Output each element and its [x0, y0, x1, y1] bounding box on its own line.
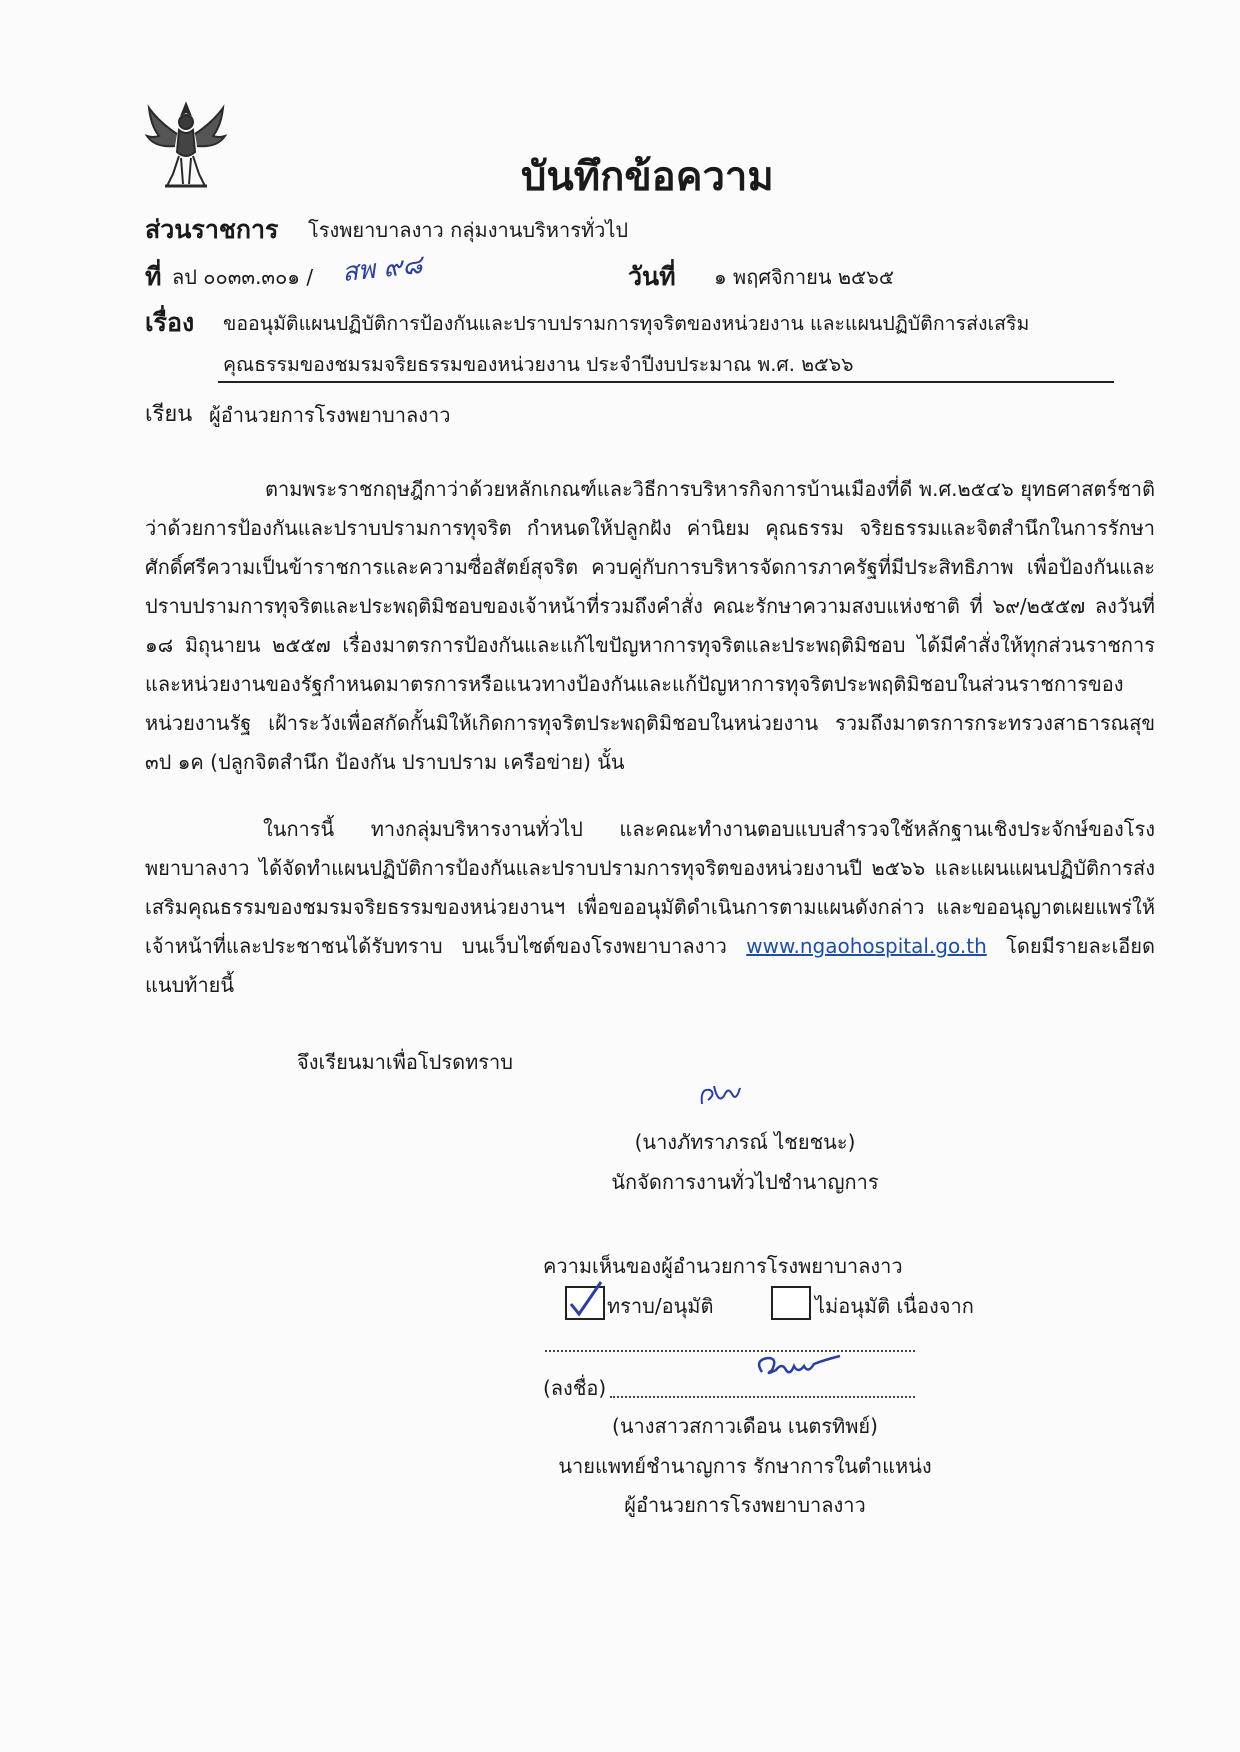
body-paragraph-2-end: โดยมีรายละเอียดแนบท้ายนี้ — [145, 934, 1156, 997]
director-name: (นางสาวสกาวเดือน เนตรทิพย์) — [612, 1414, 878, 1438]
website-link[interactable]: www.ngaohospital.go.th — [746, 934, 987, 958]
subject-label: เรื่อง — [145, 308, 195, 337]
director-position-2: ผู้อำนวยการโรงพยาบาลงาว — [624, 1493, 866, 1517]
approval-heading: ความเห็นของผู้อำนวยการโรงพยาบาลงาว — [543, 1254, 903, 1278]
subject-line-2: คุณธรรมของชมรมจริยธรรมของหน่วยงาน ประจำปีงบประมาณ พ.ศ. ๒๕๖๖ — [223, 353, 854, 376]
sign-label: (ลงชื่อ) — [543, 1376, 607, 1400]
to-value: ผู้อำนวยการโรงพยาบาลงาว — [209, 403, 451, 427]
body-paragraph-2-text: ในการนี้ ทางกลุ่มบริหารงานทั่วไป และคณะทำงานตอบแบบสำรวจใช้หลักฐานเชิงประจักษ์ของโรงพยาบาลงาว ได้จัดทำแผนปฏิบัติการป้องกันและปราบปรามการทุจริตของหน่วยงานปี ๒๕๖๖ และแผนแผนปฏิบัติการส่งเสริมคุณธรรมของชมรมจริยธรรมของหน่วยงานฯ เพื่อขออนุมัติดำเนินการตามแผนดังกล่าว และขออนุญาตเผยแพร่ให้เจ้าหน้าที่และประชาชนได้รับทราบ บนเว็บไซต์ของโรงพยาบาลงาว — [145, 817, 1155, 958]
checkmark-icon — [567, 1280, 607, 1320]
approve-label: ทราบ/อนุมัติ — [607, 1294, 714, 1318]
approve-checkbox[interactable] — [565, 1286, 605, 1320]
reject-label: ไม่อนุมัติ เนื่องจาก — [815, 1294, 974, 1318]
reference-label: ที่ — [145, 262, 162, 291]
reference-value: ลป ๐๐๓๓.๓๐๑ / — [172, 265, 314, 289]
signer-name: (นางภัทราภรณ์ ไชยชนะ) — [634, 1130, 856, 1154]
subject-line-1: ขออนุมัติแผนปฏิบัติการป้องกันและปราบปรามการทุจริตของหน่วยงาน และแผนปฏิบัติการส่งเสริม — [223, 312, 1030, 335]
body-paragraph-2 — [145, 810, 1155, 1005]
director-signature-icon — [752, 1350, 844, 1386]
memo-title: บันทึกข้อความ — [521, 154, 774, 200]
closing-text: จึงเรียนมาเพื่อโปรดทราบ — [297, 1050, 513, 1074]
director-position-1: นายแพทย์ชำนาญการ รักษาการในตำแหน่ง — [558, 1454, 932, 1478]
reference-handwritten: สพ ๙๘ — [340, 249, 424, 289]
to-label: เรียน — [145, 402, 193, 427]
sign-dotted-line — [610, 1396, 915, 1398]
garuda-emblem-icon — [145, 100, 227, 190]
subject-underline — [218, 381, 1114, 383]
department-label: ส่วนราชการ — [145, 215, 279, 244]
signer-position: นักจัดการงานทั่วไปชำนาญการ — [611, 1170, 879, 1194]
comment-dotted-line — [545, 1350, 915, 1352]
date-label: วันที่ — [628, 262, 676, 291]
department-value: โรงพยาบาลงาว กลุ่มงานบริหารทั่วไป — [308, 218, 629, 242]
date-value: ๑ พฤศจิกายน ๒๕๖๕ — [714, 265, 894, 289]
signer-signature-icon — [696, 1074, 746, 1114]
reject-checkbox[interactable] — [771, 1286, 811, 1320]
body-paragraph-1: ตามพระราชกฤษฎีกาว่าด้วยหลักเกณฑ์และวิธีการบริหารกิจการบ้านเมืองที่ดี พ.ศ.๒๕๔๖ ยุทธศาสตร์ชาติว่าด้วยการป้องกันและปราบปรามการทุจริต กำหนดให้ปลูกฝัง ค่านิยม คุณธรรม จริยธรรมและจิตสำนึกในการรักษาศักดิ์ศรีความเป็นข้าราชการและความซื่อสัตย์สุจริต ควบคู่กับการบริหารจัดการภาครัฐที่มีประสิทธิภาพ เพื่อป้องกันและปราบปรามการทุจริตและประพฤติมิชอบของเจ้าหน้าที่รวมถึงคำสั่ง คณะรักษาความสงบแห่งชาติ ที่ ๖๙/๒๕๕๗ ลงวันที่ ๑๘ มิถุนายน ๒๕๕๗ เรื่องมาตรการป้องกันและแก้ไขปัญหาการทุจริตและประพฤติมิชอบ ได้มีคำสั่งให้ทุกส่วนราชการและหน่วยงานของรัฐกำหนดมาตรการหรือแนวทางป้องกันและแก้ปัญหาการทุจริตประพฤติมิชอบในส่วนราชการของหน่วยงานรัฐ เฝ้าระวังเพื่อสกัดกั้นมิให้เกิดการทุจริตประพฤติมิชอบในหน่วยงาน รวมถึงมาตรการกระทรวงสาธารณสุข ๓ป ๑ค (ปลูกจิตสำนึก ป้องกัน ปราบปราม เครือข่าย) นั้น — [145, 477, 1155, 774]
